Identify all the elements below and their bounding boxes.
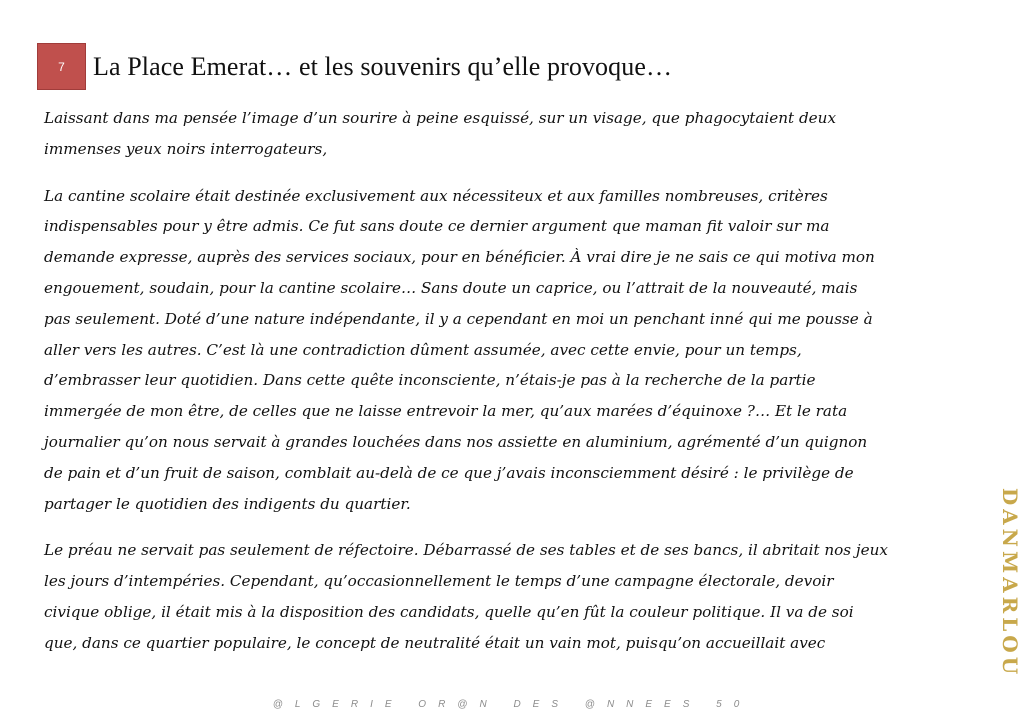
text-line: de pain et d’un fruit de saison, comblait au-delà de ce que j’avais inconsciemment désiré : le privilège de [44, 463, 854, 482]
page-number-badge [37, 43, 86, 90]
text-line: immergée de mon être, de celles que ne laisse entrevoir la mer, qu’aux marées d’équinoxe ?… Et le rata [44, 402, 848, 421]
text-line: journalier qu’on nous servait à grandes louchées dans nos assiette en aluminium, agrémenté d’un quignon [44, 432, 868, 451]
text-line: aller vers les autres. C’est là une contradiction dûment assumée, avec cette envie, pour un temps, [44, 340, 802, 359]
text-line: La cantine scolaire était destinée exclusivement aux nécessiteux et aux familles nombreuses, critères [44, 186, 828, 205]
text-line: Laissant dans ma pensée l’image d’un sourire à peine esquissé, sur un visage, que phagocytaient deux [44, 109, 837, 127]
chapter-title: La Place Emerat… et les souvenirs qu’elle provoque… [93, 52, 673, 81]
body-text [44, 103, 980, 675]
text-line: civique oblige, il était mis à la disposition des candidats, quelle qu’en fût la couleur politique. Il va de soi [44, 602, 854, 621]
text-line: que, dans ce quartier populaire, le concept de neutralité était un vain mot, puisqu’on accueillait avec [44, 633, 826, 652]
page-footer: @LGERIE OR@N DES @NNEES 50 [272, 699, 752, 710]
text-line: les jours d’intempéries. Cependant, qu’occasionnellement le temps d’une campagne électorale, devoir [44, 572, 834, 591]
text-line: d’embrasser leur quotidien. Dans cette quête inconsciente, n’étais-je pas à la recherche de la partie [44, 371, 816, 390]
page-number: 7 [58, 59, 65, 74]
text-line: partager le quotidien des indigents du quartier. [44, 494, 411, 513]
paragraph [44, 103, 980, 165]
text-line: demande expresse, auprès des services sociaux, pour en bénéficier. À vrai dire je ne sais ce qui motiva mon [44, 248, 875, 267]
text-line: engouement, soudain, pour la cantine scolaire… Sans doute un caprice, ou l’attrait de la nouveauté, mais [44, 278, 858, 297]
side-brand-text: DANMARLOU [998, 487, 1023, 679]
text-line: Le préau ne servait pas seulement de réfectoire. Débarrassé de ses tables et de ses bancs, il abritait nos jeux [44, 541, 888, 560]
text-line: indispensables pour y être admis. Ce fut sans doute ce dernier argument que maman fit valoir sur ma [44, 217, 830, 236]
text-line: pas seulement. Doté d’une nature indépendante, il y a cependant en moi un penchant inné qui me pousse à [44, 309, 873, 328]
side-brand [990, 478, 1024, 688]
paragraph [44, 181, 980, 520]
paragraph [44, 535, 980, 658]
text-line: immenses yeux noirs interrogateurs, [44, 139, 328, 158]
